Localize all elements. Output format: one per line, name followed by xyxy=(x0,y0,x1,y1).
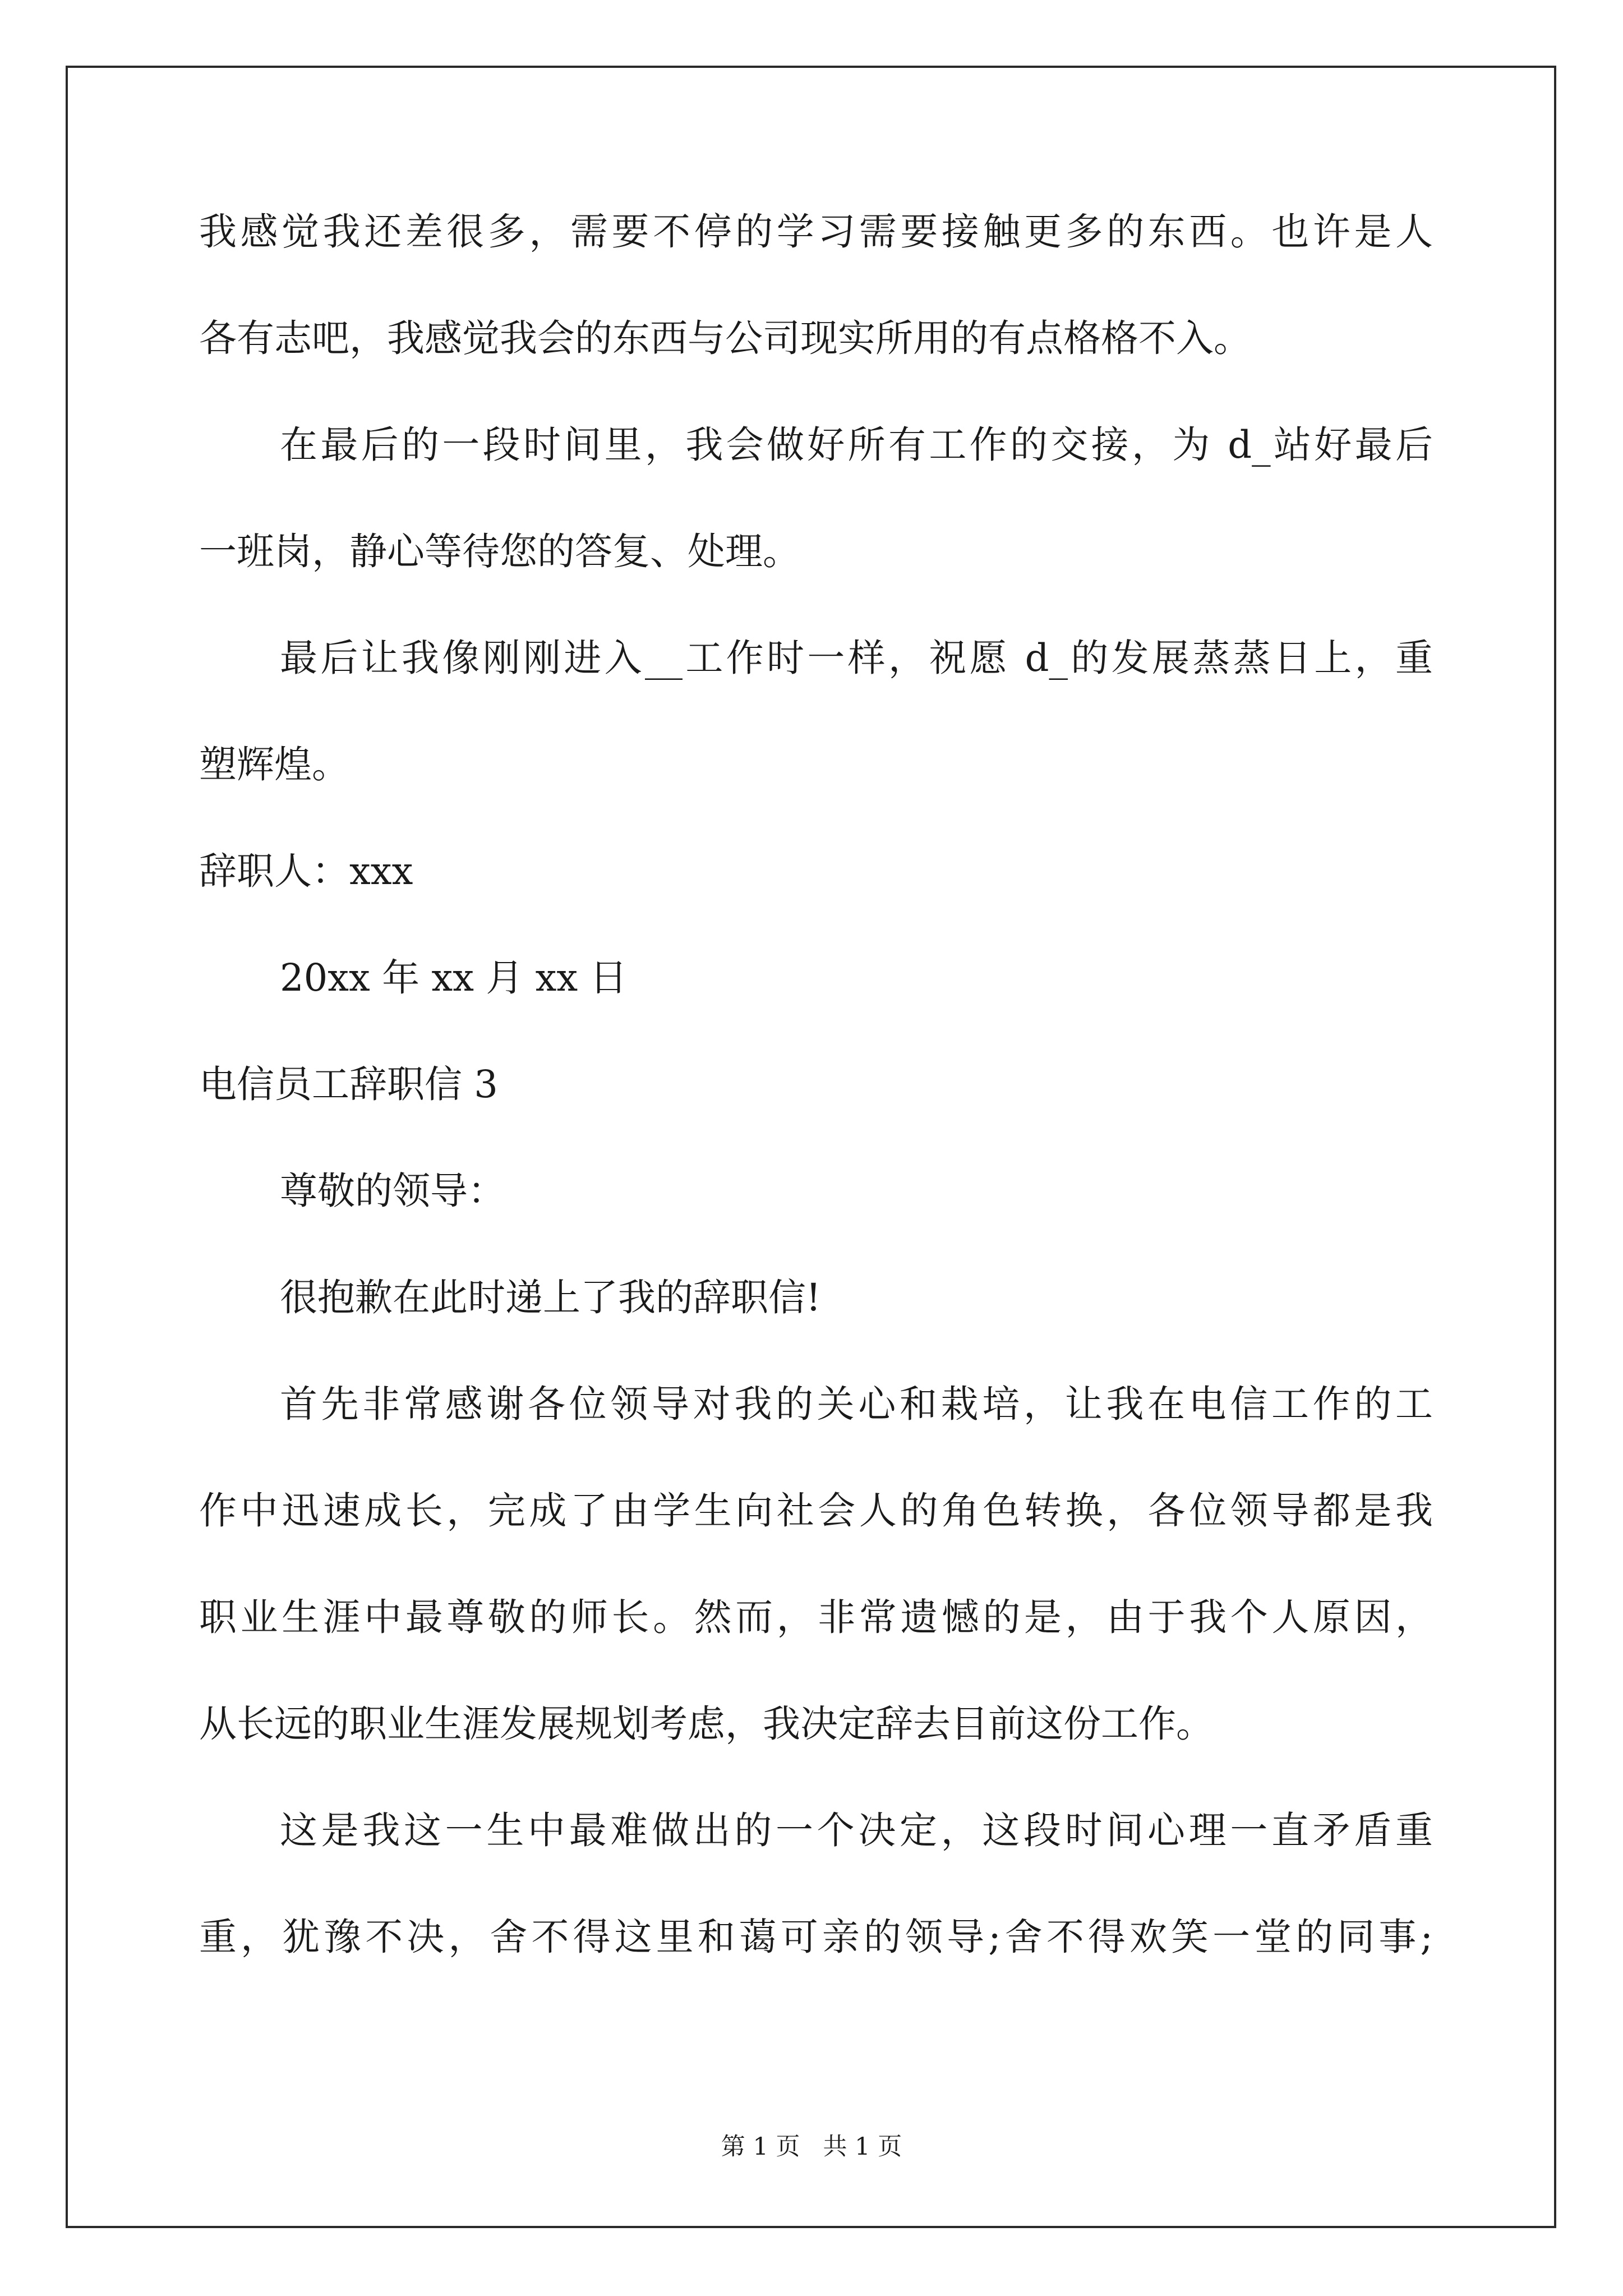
text-line: 首先非常感谢各位领导对我的关心和栽培，让我在电信工作的工 xyxy=(280,1382,1433,1426)
signature-line: 辞职人：xxx xyxy=(199,849,413,893)
text-line: 一班岗，静心等待您的答复、处理。 xyxy=(199,530,800,573)
text-line: 很抱歉在此时递上了我的辞职信! xyxy=(280,1276,821,1319)
text-line: 最后让我像刚刚进入__工作时一样，祝愿 d_的发展蒸蒸日上，重 xyxy=(280,636,1433,680)
text-line: 职业生涯中最尊敬的师长。然而，非常遗憾的是，由于我个人原因， xyxy=(199,1595,1433,1639)
page-border xyxy=(66,66,1556,2228)
section-title: 电信员工辞职信 3 xyxy=(199,1062,498,1106)
salutation: 尊敬的领导： xyxy=(280,1169,505,1213)
date-line: 20xx 年 xx 月 xx 日 xyxy=(280,956,628,1000)
text-line: 这是我这一生中最难做出的一个决定，这段时间心理一直矛盾重 xyxy=(280,1809,1433,1852)
text-line: 重，犹豫不决，舍不得这里和蔼可亲的领导;舍不得欢笑一堂的同事; xyxy=(199,1915,1433,1959)
text-line: 作中迅速成长，完成了由学生向社会人的角色转换，各位领导都是我 xyxy=(199,1489,1433,1533)
text-line: 我感觉我还差很多，需要不停的学习需要接触更多的东西。也许是人 xyxy=(199,210,1433,254)
text-line: 各有志吧，我感觉我会的东西与公司现实所用的有点格格不入。 xyxy=(199,316,1251,360)
text-line: 在最后的一段时间里，我会做好所有工作的交接，为 d_站好最后 xyxy=(280,423,1433,467)
text-line: 塑辉煌。 xyxy=(199,743,349,786)
text-line: 从长远的职业生涯发展规划考虑，我决定辞去目前这份工作。 xyxy=(199,1702,1214,1746)
page-footer: 第 1 页 共 1 页 xyxy=(721,2133,902,2161)
